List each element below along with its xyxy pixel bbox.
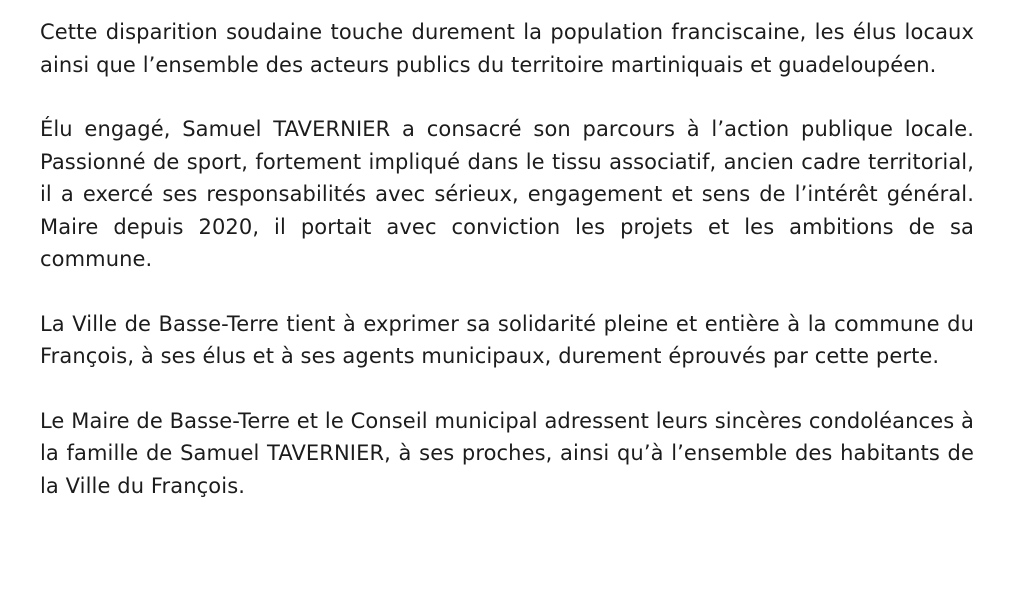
- document-body: [40, 16, 974, 534]
- paragraph-4: Le Maire de Basse-Terre et le Conseil municipal adressent leurs sincères condoléances à la famille de Samuel TAVERNIER, à ses proches, ainsi qu’à l’ensemble des habitants de la Ville du François.: [40, 408, 975, 498]
- paragraph-3: La Ville de Basse-Terre tient à exprimer sa solidarité pleine et entière à la commune du François, à ses élus et à ses agents municipaux, durement éprouvés par cette perte.: [40, 311, 974, 368]
- paragraph-2: Élu engagé, Samuel TAVERNIER a consacré son parcours à l’action publique locale. Passionné de sport, fortement impliqué dans le tissu associatif, ancien cadre territorial, il a exercé ses responsabilités avec sérieux, engagement et sens de l’intérêt général. Maire depuis 2020, il portait avec conviction les projets et les ambitions de sa commune.: [40, 117, 974, 271]
- paragraph-1: Cette disparition soudaine touche durement la population franciscaine, les élus locaux ainsi que l’ensemble des acteurs publics du territoire martiniquais et guadeloupéen.: [40, 20, 974, 77]
